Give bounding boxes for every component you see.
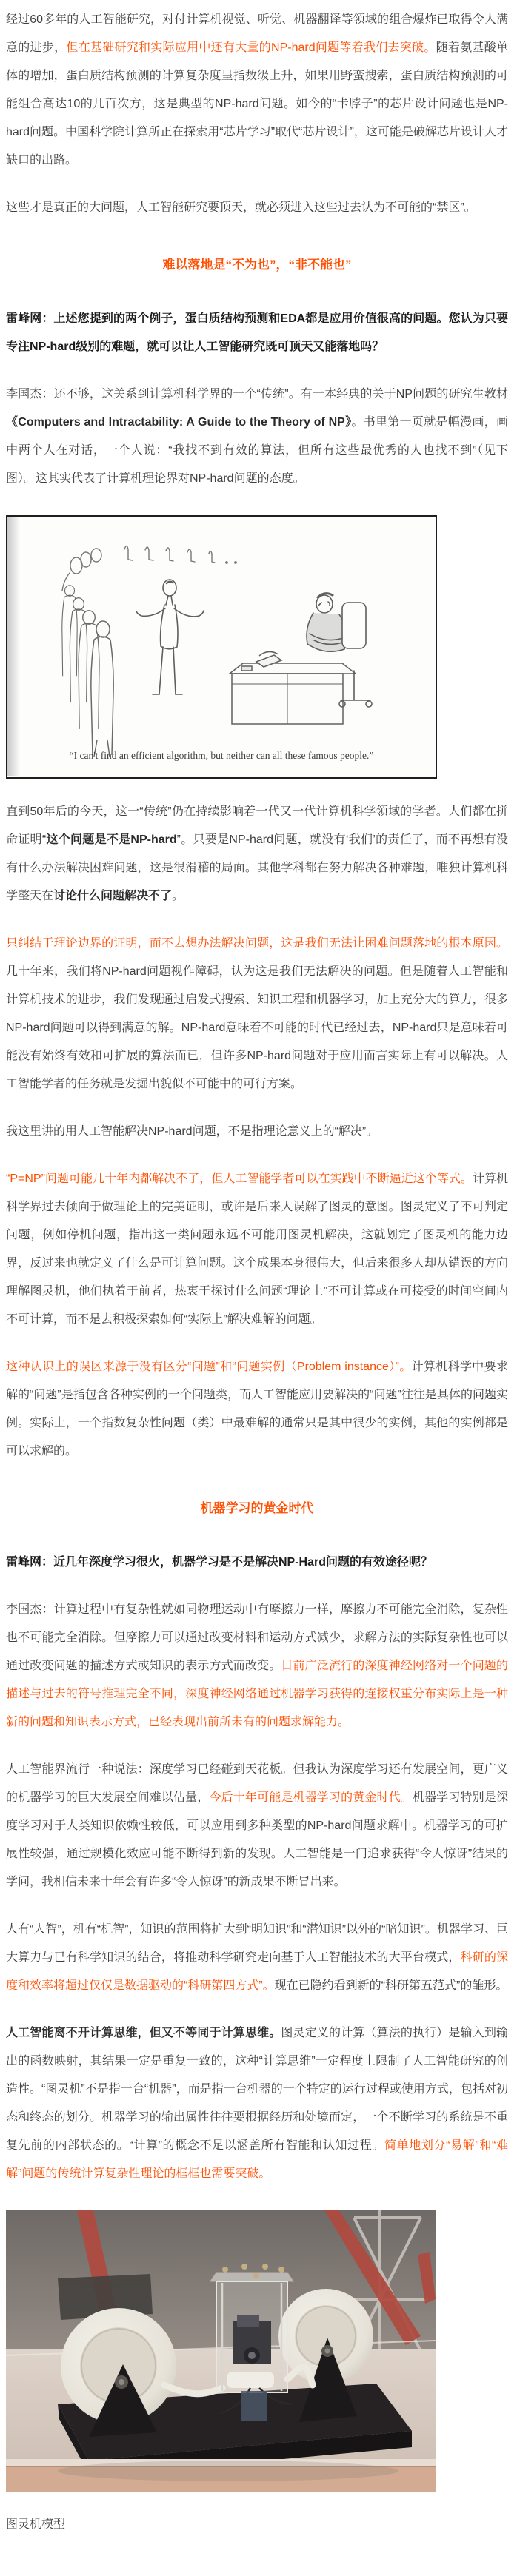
reflection (58, 2461, 398, 2481)
text-segment: 计算机科学界过去倾向于做理论上的完美证明，或许是后来人误解了图灵的意图。图灵定义了不可判定问题，例如停机问题，指出这一类问题永远不可能用图灵机解决，这就划定了图灵机的能力边界，反过来也就定义了什么是可计算问题。这个成果本身很伟大，但后来很多人却从错误的方向理解图灵机，他们执着于前者，热衷于探讨什么问题“理论上”不可计算或在可接受的时间空间内不可计算，而不是去积极探索如何“实际上”解决难解的问题。 (6, 1173, 508, 1326)
text-segment: 机器学习特别是深度学习对于人类知识依赖性较低，可以应用到多种类型的NP-hard问题求解中。机器学习的可扩展性较强，通过规模化效应可能不断得到新的发现。人工智能是一门追求获得“令人惊讶”结果的学问，我相信未来十年会有许多“令人惊讶”的新成果不断冒出来。 (6, 1791, 508, 1888)
text-segment: 直到50年后的今天，这一“传统”仍在持续影响着一代又一代计算机科学领域的学者。人们都在拼命证明“ (6, 805, 508, 846)
text-segment: ”。只要是NP-hard问题，就没有‘我们’的责任了，而不再想有没有什么办法解决困难问题，这是很滑稽的局面。其他学科都在努力解决各种难题，唯独计算机科学整天在 (6, 833, 508, 902)
highlighted-text: 科研的深度和效率将超过仅仅是数据驱动的“科研第四方式”。 (6, 1951, 508, 1992)
text-segment: 李国杰：计算过程中有复杂性就如同物理运动中有摩擦力一样，摩擦力不可能完全消除，复杂性也不可能完全消除。但摩擦力可以通过改变材料和运动方式减少，求解方法的实际复杂性也可以通过改变问题的描述方式或知识的表示方式而改变。 (6, 1603, 508, 1672)
text-segment: 这些才是真正的大问题，人工智能研究要顶天，就必须进入这些过去认为不可能的“禁区”。 (6, 201, 476, 214)
highlighted-text: 只纠结于理论边界的证明，而不去想办法解决问题，这是我们无法让困难问题落地的根本原因。 (6, 937, 508, 950)
article-paragraph (6, 1596, 508, 1737)
text-segment: 几十年来，我们将NP-hard问题视作障碍，认为这是我们无法解决的问题。但是随着人工智能和计算机技术的进步，我们发现通过启发式搜索、知识工程和机器学习，加上充分大的算力，很多NP-hard问题可以得到满意的解。NP-hard意味着不可能的时代已经过去，NP-hard只是意味着可能没有始终有效和可扩展的算法而已，但许多NP-hard问题对于应用而言实际上有可以解决。人工智能学者的任务就是发掘出貌似不可能中的可行方案。 (6, 965, 508, 1090)
text-segment: 。 (172, 890, 184, 902)
text-segment: 我这里讲的用人工智能解决NP-hard问题，不是指理论意义上的“解决”。 (6, 1125, 378, 1138)
text-segment: 人有“人智”，机有“机智”，知识的范围将扩大到“明知识”和“潜知识”以外的“暗知识”。机器学习、巨大算力与已有科学知识的结合，将推动科学研究走向基于人工智能技术的大平台模式， (6, 1923, 508, 1964)
text-segment: 《Computers and Intractability: A Guide to the Theory of NP》 (6, 416, 352, 429)
article-paragraph (6, 2019, 508, 2188)
text-segment: 。书里第一页就是幅漫画，画中两个人在对话，一个人说：“我找不到有效的算法，但所有这些最优秀的人也找不到”（见下图）。这其实代表了计算机理论界对NP-hard问题的态度。 (6, 416, 508, 485)
section-heading (6, 1500, 508, 1517)
article-paragraph (6, 6, 508, 175)
article-paragraph (6, 930, 508, 1099)
text-segment: 李国杰：还不够，这关系到计算机科学界的一个“传统”。有一本经典的关于NP问题的研究生教材 (6, 388, 508, 400)
article-paragraph (6, 798, 508, 910)
photo-caption: 图灵机模型 (6, 2518, 66, 2531)
article-section-intro (6, 6, 508, 493)
article-paragraph (6, 380, 508, 493)
turing-machine-photo-figure (6, 2210, 436, 2492)
question-paragraph (6, 305, 508, 361)
cartoon-caption-text: “I can't find an efficient algorithm, but neither can all these famous people.” (69, 750, 374, 761)
text-segment: 随着氨基酸单体的增加，蛋白质结构预测的计算复杂度呈指数级上升，如果用野蛮搜索，蛋白质结构预测的可能组合高达10的几百次方，这是典型的NP-hard问题。如今的“卡脖子”的芯片设计问题也是NP-hard问题。中国科学院计算所正在探索用“芯片学习”取代“芯片设计”，这可能是破解芯片设计人才缺口的出路。 (6, 41, 508, 167)
article-body (6, 6, 508, 2539)
text-segment: 难以落地是“不为也”，“非不能也” (162, 258, 352, 272)
text-segment: 雷峰网：上述您提到的两个例子，蛋白质结构预测和EDA都是应用价值很高的问题。您认为只要专注NP-hard级别的难题，就可以让人工智能研究既可顶天又能落地吗？ (6, 312, 508, 353)
article-section-main (6, 798, 508, 2188)
highlighted-text: 但在基础研究和实际应用中还有大量的NP-hard问题等着我们去突破。 (66, 41, 436, 54)
text-segment: 现在已隐约看到新的“科研第五范式”的雏形。 (274, 1979, 508, 1992)
np-hard-cartoon-illustration (7, 517, 436, 776)
cartoon-background (7, 517, 436, 776)
text-segment: 雷峰网：近几年深度学习很火，机器学习是不是解决NP-Hard问题的有效途径呢？ (6, 1556, 433, 1569)
turing-machine-photo (6, 2210, 436, 2492)
article-paragraph (6, 194, 508, 222)
highlighted-text: 目前广泛流行的深度神经网络对一个问题的描述与过去的符号推理完全不同，深度神经网络通过机器学习获得的连接权重分布实际上是一种新的问题和知识表示方式，已经表现出前所未有的问题求解能力。 (6, 1660, 508, 1728)
np-hard-cartoon-figure (6, 515, 437, 779)
highlighted-text: 简单地划分“易解”和“难解”问题的传统计算复杂性理论的框框也需要突破。 (6, 2139, 508, 2180)
text-segment: 机器学习的黄金时代 (200, 1501, 314, 1515)
article-paragraph (6, 1756, 508, 1896)
highlighted-text: 这种认识上的误区来源于没有区分“问题”和“问题实例（Problem instance）”。 (6, 1361, 412, 1373)
article-paragraph (6, 1353, 508, 1466)
article-paragraph (6, 1916, 508, 2000)
text-segment: 计算机科学中要求解的“问题”是指包含各种实例的一个问题类，而人工智能应用要解决的“问题”往往是具体的问题实例。实际上，一个指数复杂性问题（类）中最难解的通常只是其中很少的实例，其他的实例都是可以求解的。 (6, 1361, 508, 1458)
text-segment: 人工智能界流行一种说法：深度学习已经碰到天花板。但我认为深度学习还有发展空间，更广义的机器学习的巨大发展空间难以估量， (6, 1763, 508, 1804)
section-heading (6, 256, 508, 274)
highlighted-text: “P=NP”问题可能几十年内都解决不了，但人工智能学者可以在实践中不断逼近这个等式。 (6, 1173, 473, 1185)
text-segment: 图灵定义的计算（算法的执行）是输入到输出的函数映射，其结果一定是重复一致的，这种“计算思维”一定程度上限制了人工智能研究的创造性。“图灵机”不是指一台“机器”，而是指一台机器的一个特定的运行过程或使用方式，包括对初态和终态的划分。机器学习的输出属性往往要根据经历和处境而定，一个不断学习的系统是不重复先前的内部状态的。“计算”的概念不足以涵盖所有智能和认知过程。 (6, 2027, 508, 2152)
question-paragraph (6, 1549, 508, 1577)
article-paragraph (6, 1118, 508, 1146)
text-segment: 人工智能离不开计算思维，但又不等同于计算思维。 (6, 2027, 281, 2039)
article-paragraph (6, 1165, 508, 1334)
scan-edge-shadow (7, 517, 21, 776)
highlighted-text: 今后十年可能是机器学习的黄金时代。 (209, 1791, 413, 1804)
text-segment: 经过60多年的人工智能研究，对付计算机视觉、听觉、机器翻译等领域的组合爆炸已取得令人满意的进步， (6, 13, 508, 54)
text-segment: 讨论什么问题解决不了 (53, 890, 173, 902)
text-segment: 这个问题是不是NP-hard (46, 833, 177, 846)
